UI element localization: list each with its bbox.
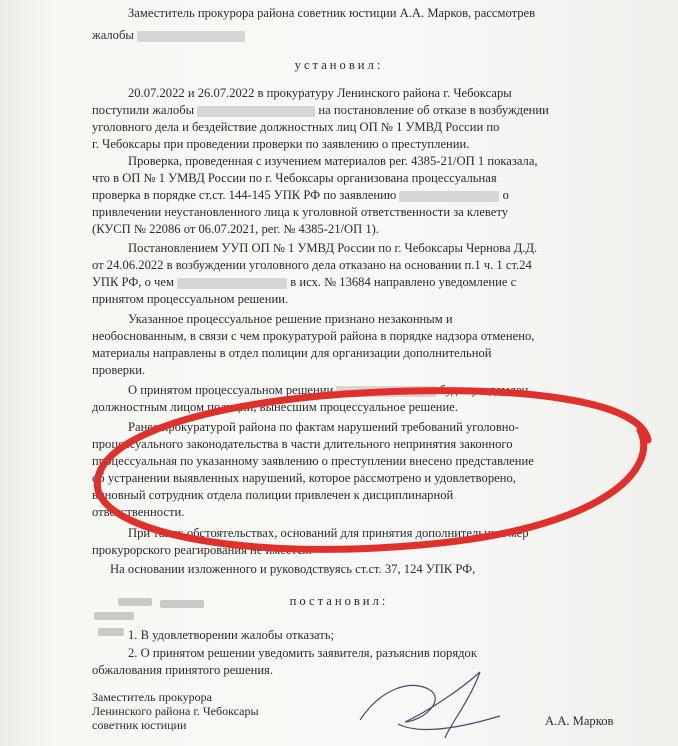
signature-title-2: Ленинского района г. Чебоксары — [92, 704, 259, 718]
red-ellipse-annotation — [97, 391, 648, 550]
resolution-item-1: 1. В удовлетворении жалобы отказать; — [128, 628, 335, 642]
para7-line-4: об устранении выявленных нарушений, которое рассмотрено и удовлетворено, — [92, 471, 516, 485]
para7-line-2: процессуального законодательства в части длительного непринятия законного — [92, 437, 513, 451]
signature-scribble — [360, 672, 500, 738]
para5-line-1: Указанное процессуальное решение признано незаконным и — [128, 312, 453, 326]
para3-line-4: привлечении неустановленного лица к уголовной ответственности за клевету — [92, 205, 509, 219]
intro-line-1: Заместитель прокурора района советник юстиции А.А. Марков, рассмотрев — [128, 6, 536, 20]
para3-line-3: проверка в порядке ст.ст. 144-145 УПК РФ по заявлению о — [92, 188, 509, 202]
para4-line-2: от 24.06.2022 в возбуждении уголовного дела отказано на основании п.1 ч. 1 ст.24 — [92, 258, 532, 272]
signature-title-1: Заместитель прокурора — [92, 690, 212, 704]
resolution-item-2-line-2: обжалования принятого решения. — [92, 663, 273, 677]
para6-line-1: О принятом процессуальном решении будет уведомлен — [128, 383, 529, 397]
para5-line-4: проверки. — [92, 363, 146, 377]
para7-line-1: Ранее прокуратурой района по фактам нарушений требований уголовно- — [128, 420, 519, 434]
signer-name: А.А. Марков — [545, 714, 614, 728]
heading-established: установил: — [294, 58, 384, 72]
para4-line-3: УПК РФ, о чем в исх. № 13684 направлено уведомление с — [92, 275, 517, 289]
para6-line-2: должностным лицом полиции, вынесшим процессуальное решение. — [92, 400, 458, 414]
para3-line-5: (КУСП № 22086 от 06.07.2021, рег. № 4385-21/ОП 1). — [92, 222, 379, 236]
para7-line-3: процессуальная по указанному заявлению о преступлении внесено представление — [92, 454, 534, 468]
para7-line-6: ответственности. — [92, 505, 185, 519]
para8-line-1: При таких обстоятельствах, оснований для принятия дополнительных мер — [128, 526, 529, 540]
para2-line-2: поступили жалобы на постановление об отказе в возбуждении — [92, 103, 549, 117]
para7-line-5: виновный сотрудник отдела полиции привлечен к дисциплинарной — [92, 488, 454, 502]
intro-line-2: жалобы — [92, 28, 632, 42]
resolution-item-2-line-1: 2. О принятом решении уведомить заявителя, разъяснив порядок — [128, 646, 477, 660]
para5-line-3: материалы направлены в отдел полиции для организации дополнительной — [92, 346, 492, 360]
para9-line-1: На основании изложенного и руководствуясь ст.ст. 37, 124 УПК РФ, — [110, 562, 476, 576]
para2-line-4: г. Чебоксары при проведении проверки по заявлению о преступлении. — [92, 137, 470, 151]
para8-line-2: прокурорского реагирования не имеется. — [92, 543, 312, 557]
para4-line-4: принятом процессуальном решении. — [92, 292, 289, 306]
para3-line-1: Проверка, проведенная с изучением материалов рег. 4385-21/ОП 1 показала, — [128, 154, 538, 168]
signature-title-3: советник юстиции — [92, 718, 187, 732]
para5-line-2: необоснованным, в связи с чем прокуратурой района в порядке надзора отменено, — [92, 329, 535, 343]
para2-line-1: 20.07.2022 и 26.07.2022 в прокуратуру Ленинского района г. Чебоксары — [128, 86, 512, 100]
margin-stamp-marks — [94, 598, 204, 636]
heading-resolved: постановил: — [289, 594, 389, 608]
para3-line-2: что в ОП № 1 УМВД России по г. Чебоксары организована процессуальная — [92, 171, 497, 185]
para2-line-3: уголовного дела и бездействие должностных лиц ОП № 1 УМВД России по — [92, 120, 500, 134]
para4-line-1: Постановлением УУП ОП № 1 УМВД России по г. Чебоксары Чернова Д.Д. — [128, 241, 538, 255]
